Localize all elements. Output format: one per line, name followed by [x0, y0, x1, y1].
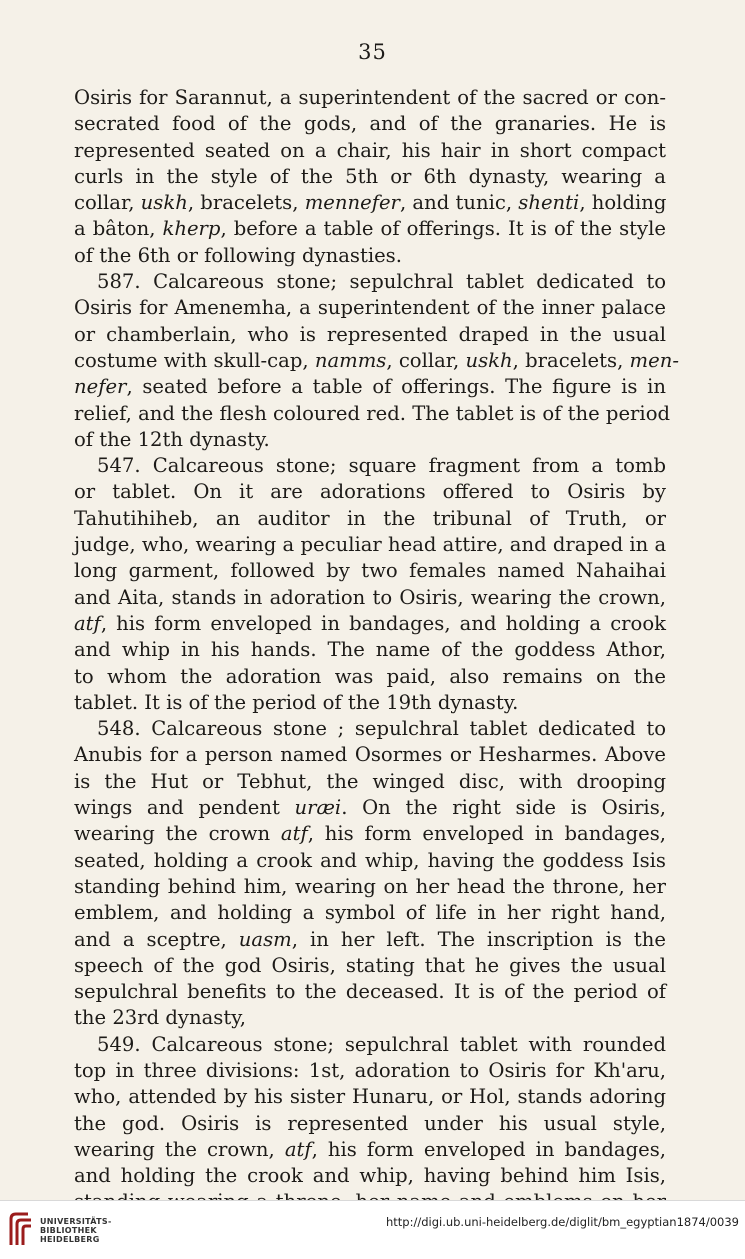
- text-line: [74, 164, 666, 190]
- text-line: [74, 821, 666, 847]
- text-line: [74, 295, 666, 321]
- text-segment: , in her left. The inscription is the: [291, 927, 666, 951]
- text-segment: 549. Calcareous stone; sepulchral tablet with rounded: [97, 1032, 666, 1056]
- italic-term: atf: [284, 1137, 312, 1161]
- text-line: [74, 322, 666, 348]
- italic-term: shenti: [518, 191, 580, 215]
- text-line: [74, 1005, 666, 1031]
- text-line: [74, 506, 666, 532]
- text-segment: , his form enveloped in bandages, and holding a crook: [100, 611, 666, 635]
- text-line: [74, 401, 671, 427]
- library-name-line: UNIVERSITÄTS-: [40, 1217, 112, 1226]
- italic-term: mennefer: [304, 191, 400, 215]
- text-segment: emblem, and holding a symbol of life in her right hand,: [74, 901, 666, 925]
- text-segment: a bâton,: [74, 217, 163, 241]
- text-line: [74, 1163, 666, 1189]
- text-segment: sepulchral benefits to the deceased. It is of the period of: [74, 980, 666, 1004]
- italic-term: nefer: [74, 375, 127, 399]
- text-line: [74, 85, 666, 111]
- text-line: [74, 1058, 666, 1084]
- text-line: [74, 742, 666, 768]
- text-segment: . On the right side is Osiris,: [341, 796, 666, 820]
- text-line: [74, 138, 666, 164]
- text-line: [74, 216, 666, 242]
- text-segment: , bracelets,: [512, 348, 630, 372]
- text-segment: collar,: [74, 191, 141, 215]
- text-line: [74, 348, 679, 374]
- text-line: [74, 1084, 666, 1110]
- italic-term: uasm: [238, 927, 292, 951]
- text-segment: , and tunic,: [399, 191, 519, 215]
- italic-term: atf: [74, 611, 101, 635]
- text-line: [74, 111, 666, 137]
- text-segment: the 23rd dynasty,: [74, 1006, 246, 1030]
- text-segment: Osiris for Amenemha, a superintendent of the inner palace: [74, 296, 666, 320]
- text-segment: speech of the god Osiris, stating that he gives the usual: [74, 953, 666, 977]
- text-segment: top in three divisions: 1st, adoration to Osiris for Kh'aru,: [74, 1058, 666, 1082]
- text-segment: is the Hut or Tebhut, the winged disc, with drooping: [74, 769, 666, 793]
- text-segment: , before a table of offerings. It is of the style: [220, 217, 666, 241]
- text-segment: costume with skull-cap,: [74, 348, 315, 372]
- text-line: [74, 795, 666, 821]
- text-segment: the god. Osiris is represented under his usual style,: [74, 1111, 666, 1135]
- text-line: [74, 927, 666, 953]
- text-line: [74, 269, 666, 295]
- text-segment: and holding the crook and whip, having behind him Isis,: [74, 1164, 666, 1188]
- text-line: [74, 874, 666, 900]
- italic-term: namms: [314, 348, 387, 372]
- italic-term: atf: [280, 822, 308, 846]
- university-logo-icon[interactable]: [8, 1211, 34, 1247]
- text-segment: long garment, followed by two females named Nahaihai: [74, 559, 666, 583]
- text-segment: Anubis for a person named Osormes or Hesharmes. Above: [74, 743, 666, 767]
- text-segment: , seated before a table of offerings. The figure is in: [126, 375, 666, 399]
- text-segment: 548. Calcareous stone ; sepulchral tablet dedicated to: [97, 717, 666, 741]
- text-segment: , his form enveloped in bandages,: [311, 1137, 666, 1161]
- text-line: [74, 690, 666, 716]
- text-segment: standing behind him, wearing on her head the throne, her: [74, 874, 666, 898]
- source-url[interactable]: http://digi.ub.uni-heidelberg.de/diglit/bm_egyptian1874/0039: [385, 1215, 739, 1229]
- text-segment: judge, who, wearing a peculiar head attire, and draped in a: [74, 533, 667, 557]
- text-line: [74, 611, 666, 637]
- text-line: [74, 637, 666, 663]
- text-segment: or chamberlain, who is represented draped in the usual: [74, 322, 666, 346]
- italic-term: uskh: [140, 191, 188, 215]
- text-segment: wearing the crown,: [74, 1137, 285, 1161]
- italic-term: men-: [629, 348, 679, 372]
- italic-term: kherp: [162, 217, 221, 241]
- text-segment: and a sceptre,: [74, 927, 239, 951]
- text-segment: or tablet. On it are adorations offered to Osiris by: [74, 480, 666, 504]
- text-line: [74, 769, 666, 795]
- text-line: [74, 848, 666, 874]
- library-name-line: HEIDELBERG: [40, 1235, 100, 1244]
- text-line: [74, 532, 666, 558]
- text-segment: and Aita, stands in adoration to Osiris, wearing the crown,: [74, 585, 666, 609]
- text-segment: of the 6th or following dynasties.: [74, 243, 402, 267]
- text-segment: secrated food of the gods, and of the granaries. He is: [74, 112, 666, 136]
- library-name: [40, 1217, 112, 1244]
- text-line: [74, 716, 666, 742]
- text-segment: Tahutihiheb, an auditor in the tribunal of Truth, or: [74, 506, 666, 530]
- text-line: [74, 585, 666, 611]
- text-segment: 587. Calcareous stone; sepulchral tablet dedicated to: [97, 270, 666, 294]
- text-segment: Osiris for Sarannut, a superintendent of the sacred or con-: [74, 86, 666, 109]
- italic-term: uskh: [465, 348, 513, 372]
- text-segment: curls in the style of the 5th or 6th dynasty, wearing a: [74, 164, 666, 188]
- text-line: [74, 664, 666, 690]
- text-segment: , collar,: [386, 348, 466, 372]
- text-segment: , holding: [579, 191, 667, 215]
- text-segment: and whip in his hands. The name of the goddess Athor,: [74, 638, 666, 662]
- text-line: [74, 900, 666, 926]
- text-line: [74, 953, 666, 979]
- text-line: [74, 479, 666, 505]
- text-line: [74, 453, 666, 479]
- text-segment: seated, holding a crook and whip, having the goddess Isis: [74, 848, 666, 872]
- text-line: [74, 1111, 666, 1137]
- italic-term: uræi: [294, 796, 342, 820]
- text-line: [74, 1032, 666, 1058]
- text-segment: 547. Calcareous stone; square fragment from a tomb: [97, 454, 666, 478]
- text-line: [74, 1137, 666, 1163]
- text-line: [74, 427, 666, 453]
- text-segment: tablet. It is of the period of the 19th dynasty.: [74, 690, 519, 714]
- library-name-line: BIBLIOTHEK: [40, 1226, 97, 1235]
- text-segment: , his form enveloped in bandages,: [307, 822, 666, 846]
- text-line: [74, 243, 666, 269]
- text-segment: wings and pendent: [74, 796, 295, 820]
- footer-bar: [0, 1200, 745, 1259]
- body-text: [74, 85, 679, 1216]
- page-number: 35: [358, 40, 387, 64]
- text-segment: to whom the adoration was paid, also remains on the: [74, 664, 666, 688]
- text-segment: wearing the crown: [74, 822, 281, 846]
- text-segment: who, attended by his sister Hunaru, or Hol, stands adoring: [74, 1085, 666, 1109]
- text-segment: represented seated on a chair, his hair in short compact: [74, 138, 666, 162]
- text-line: [74, 979, 666, 1005]
- text-segment: of the 12th dynasty.: [74, 427, 270, 451]
- text-segment: relief, and the flesh coloured red. The tablet is of the period: [74, 401, 671, 425]
- text-line: [74, 374, 666, 400]
- text-segment: , bracelets,: [187, 191, 305, 215]
- text-line: [74, 190, 666, 216]
- text-line: [74, 558, 666, 584]
